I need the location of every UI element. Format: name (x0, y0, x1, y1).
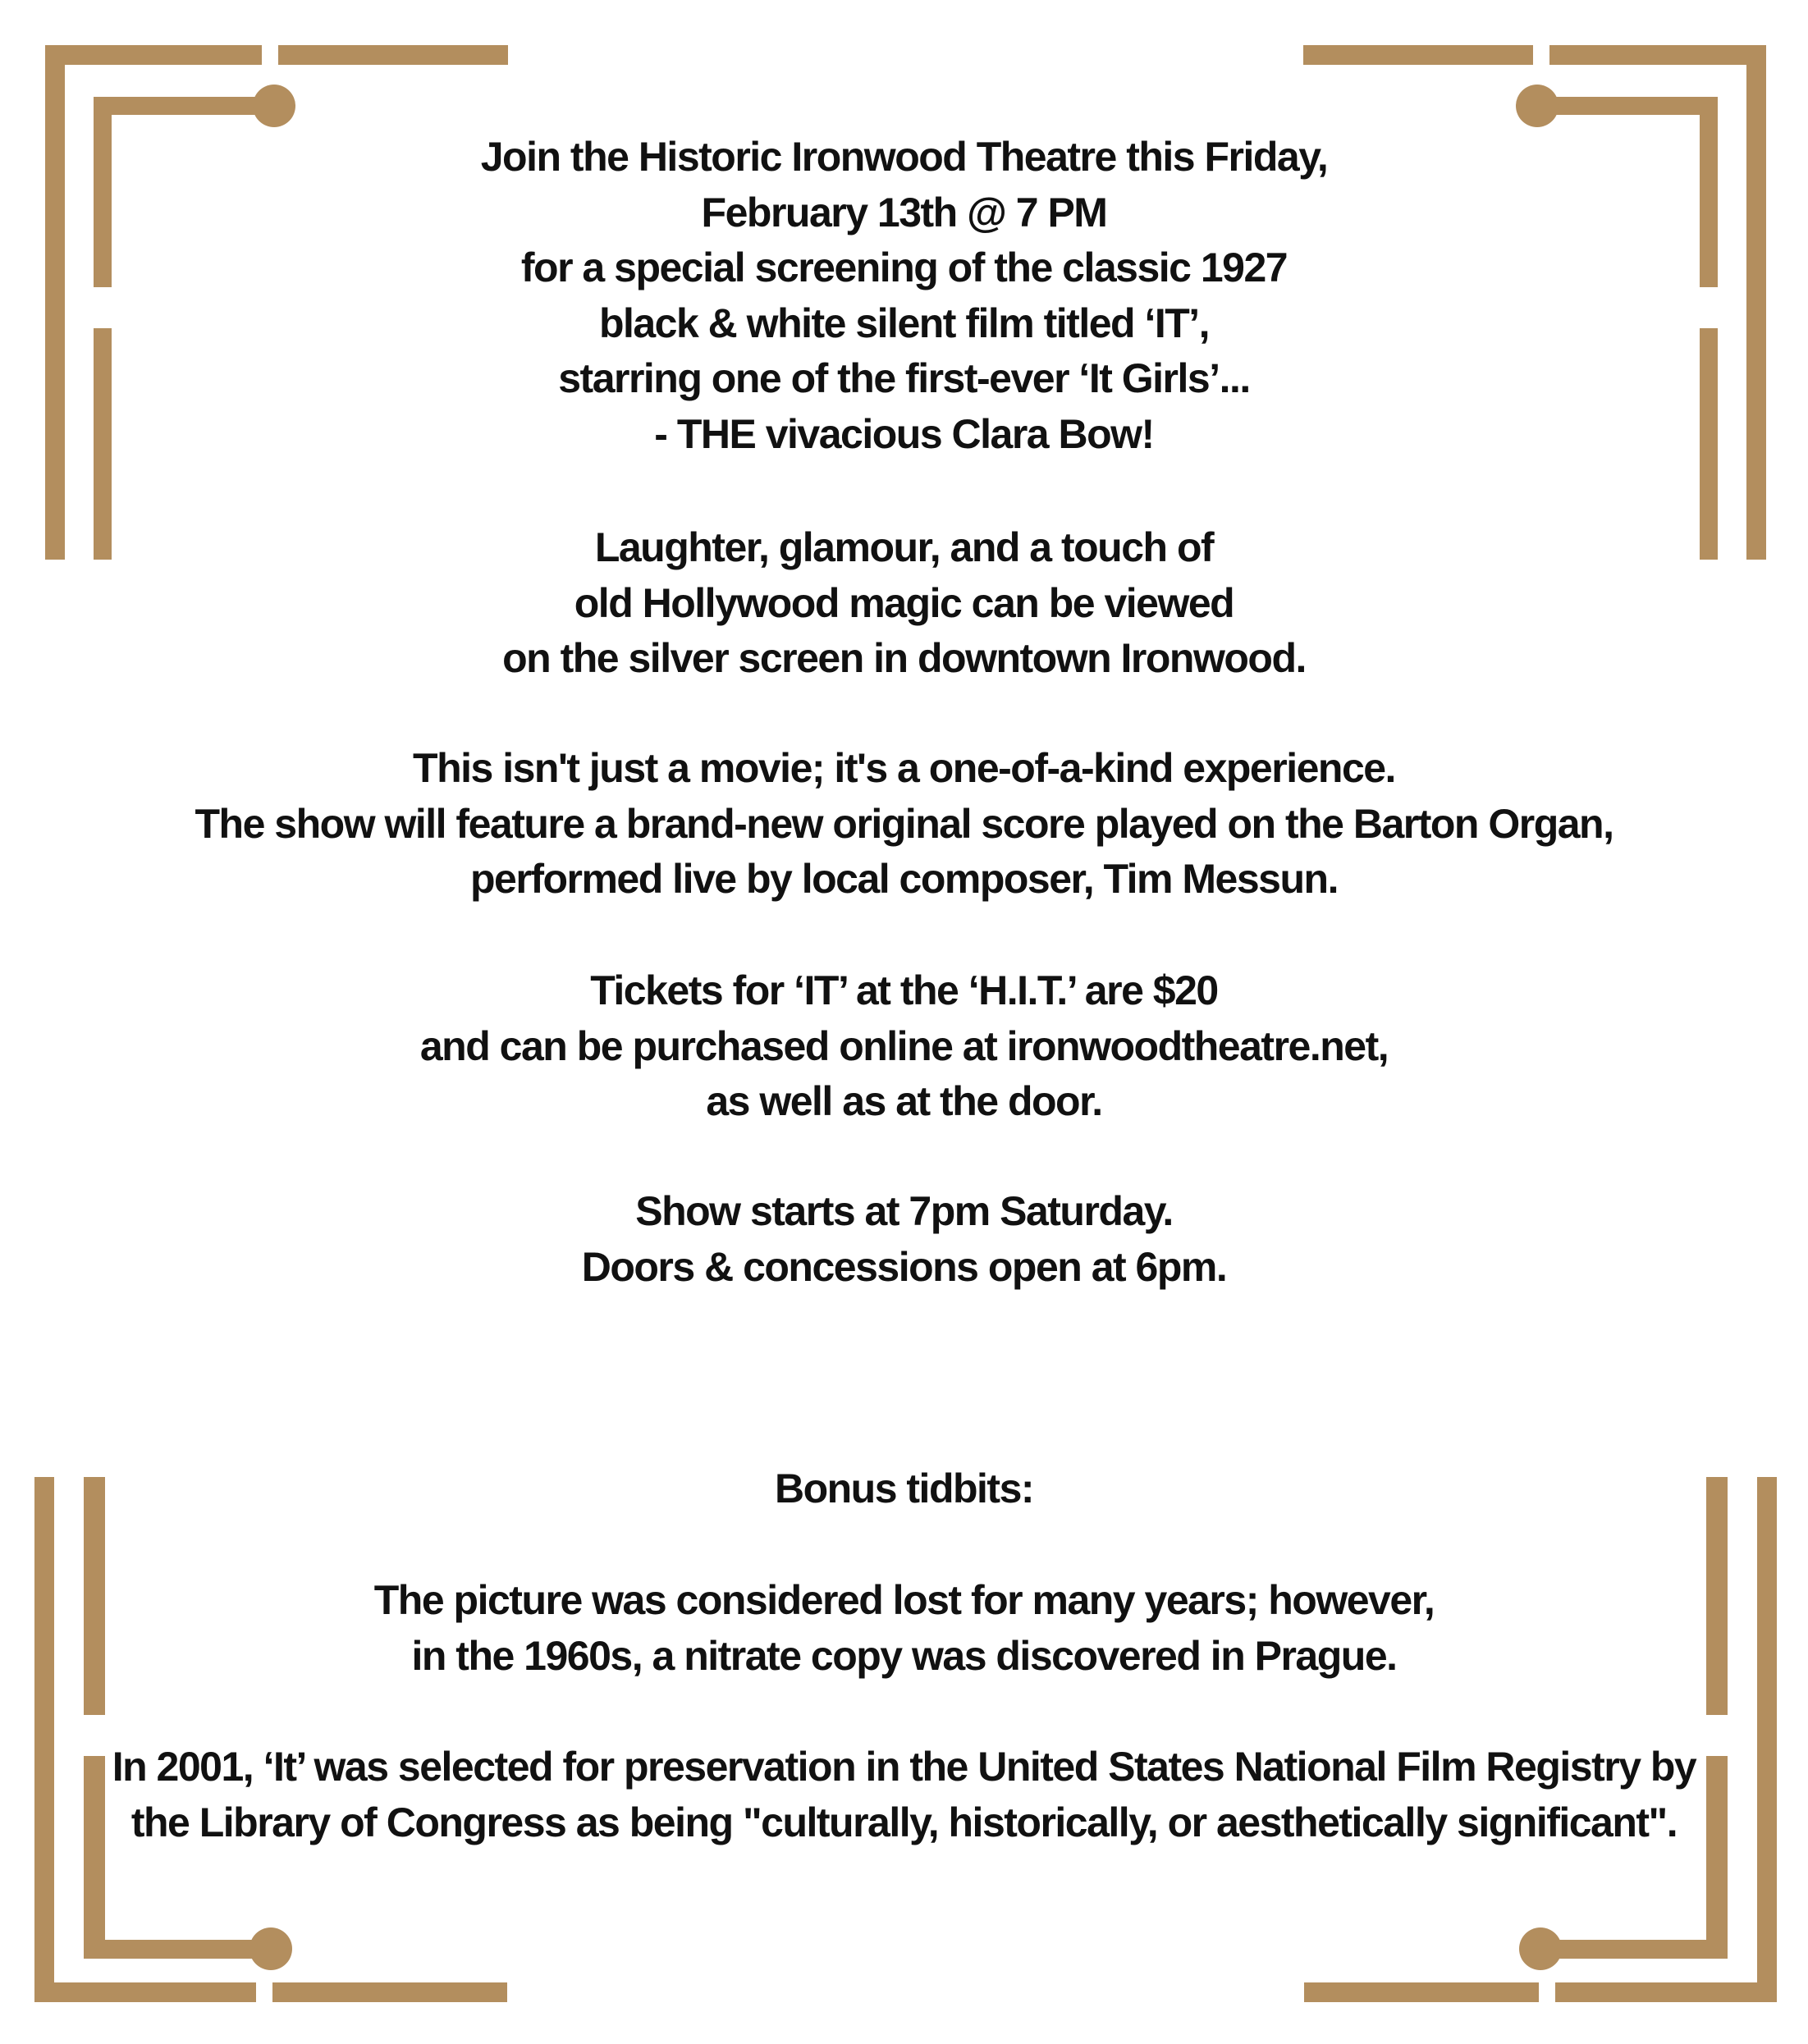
text-line: performed live by local composer, Tim Messun. (470, 856, 1338, 902)
event-date: February 13th @ 7 PM (701, 189, 1107, 235)
text-line: the Library of Congress as being "culturally, historically, or aesthetically significant". (130, 1799, 1678, 1845)
doors-line: Doors & concessions open at 6pm. (581, 1243, 1227, 1290)
text-line: on the silver screen in downtown Ironwood. (502, 635, 1306, 681)
text-line: The show will feature a brand-new original score played on the Barton Organ, (195, 800, 1613, 847)
text-line: Laughter, glamour, and a touch of (594, 524, 1214, 570)
showtime-paragraph (0, 1184, 1808, 1295)
text-line: old Hollywood magic can be viewed (574, 579, 1234, 626)
bonus-heading (0, 1461, 1808, 1517)
ticket-price-line: Tickets for ‘IT’ at the ‘H.I.T.’ are $20 (590, 967, 1218, 1013)
text-line: In 2001, ‘It’ was selected for preservation in the United States National Film Registry by (112, 1744, 1696, 1790)
glamour-paragraph (0, 520, 1808, 687)
film-title-line: black & white silent film titled ‘IT’, (598, 300, 1210, 346)
text-line: starring one of the first-ever ‘It Girls’... (558, 355, 1250, 401)
registry-paragraph (0, 1740, 1808, 1850)
lost-film-paragraph (0, 1573, 1808, 1684)
text-line: This isn't just a movie; it's a one-of-a-kind experience. (413, 745, 1395, 791)
bonus-heading-text: Bonus tidbits: (774, 1466, 1034, 1511)
ticket-website-line: and can be purchased online at ironwoodtheatre.net, (419, 1022, 1389, 1069)
event-intro (0, 130, 1808, 462)
showtime-line: Show starts at 7pm Saturday. (635, 1188, 1173, 1234)
experience-paragraph (0, 741, 1808, 908)
text-line: for a special screening of the classic 1927 (520, 245, 1288, 290)
text-line: in the 1960s, a nitrate copy was discovered in Prague. (411, 1632, 1397, 1679)
text-line: as well as at the door. (706, 1078, 1102, 1124)
text-line: The picture was considered lost for many years; however, (373, 1577, 1435, 1623)
star-line: - THE vivacious Clara Bow! (654, 410, 1154, 457)
tickets-paragraph (0, 963, 1808, 1130)
text-line: Join the Historic Ironwood Theatre this Friday, (480, 134, 1328, 180)
